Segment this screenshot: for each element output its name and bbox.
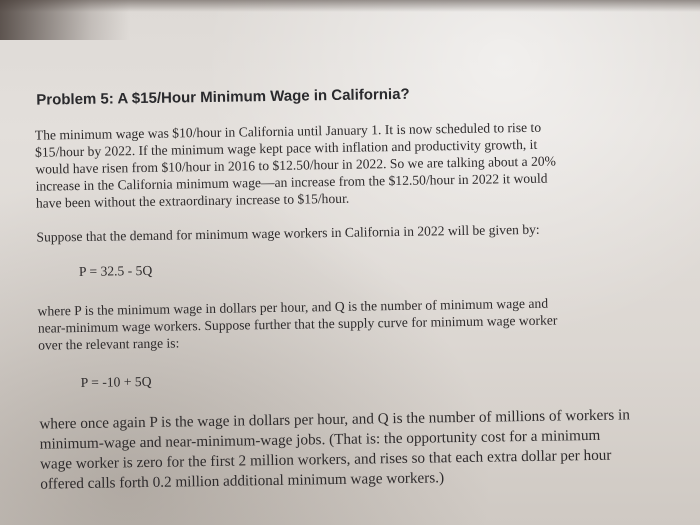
- demand-equation: P = 32.5 - 5Q: [78, 262, 153, 280]
- paragraph-line: offered calls forth 0.2 million additional minimum wage workers.): [40, 469, 445, 493]
- demand-intro-text: Suppose that the demand for minimum wage workers in California in 2022 will be given by:: [36, 221, 540, 245]
- paragraph-line: increase in the California minimum wage—an increase from the $12.50/hour in 2022 it would: [35, 170, 548, 194]
- paragraph-line: where once again P is the wage in dollars per hour, and Q is the number of millions of workers in: [39, 406, 631, 433]
- paragraph-line: The minimum wage was $10/hour in California until January 1. It is now scheduled to rise to: [34, 119, 542, 143]
- paragraph-line: wage worker is zero for the first 2 million workers, and rises so that each extra dollar per hour: [39, 446, 612, 473]
- paragraph-line: $15/hour by 2022. If the minimum wage kept pace with inflation and productivity growth, it: [34, 136, 538, 160]
- document-page: [14, 72, 674, 493]
- paragraph-line: minimum-wage and near-minimum-wage jobs. (That is: the opportunity cost for a minimum: [39, 426, 601, 453]
- paragraph-line: near-minimum wage workers. Suppose further that the supply curve for minimum wage worker: [37, 312, 558, 336]
- paragraph-line: have been without the extraordinary increase to $15/hour.: [35, 190, 350, 211]
- paragraph-line: would have risen from $10/hour in 2016 to $12.50/hour in 2022. So we are talking about a 20%: [35, 153, 557, 177]
- problem-title: Problem 5: A $15/Hour Minimum Wage in California?: [36, 85, 410, 109]
- paragraph-line: over the relevant range is:: [38, 335, 180, 353]
- supply-equation: P = -10 + 5Q: [80, 373, 152, 390]
- paragraph-line: where P is the minimum wage in dollars per hour, and Q is the number of minimum wage and: [37, 295, 549, 319]
- corner-shadow: [0, 0, 130, 40]
